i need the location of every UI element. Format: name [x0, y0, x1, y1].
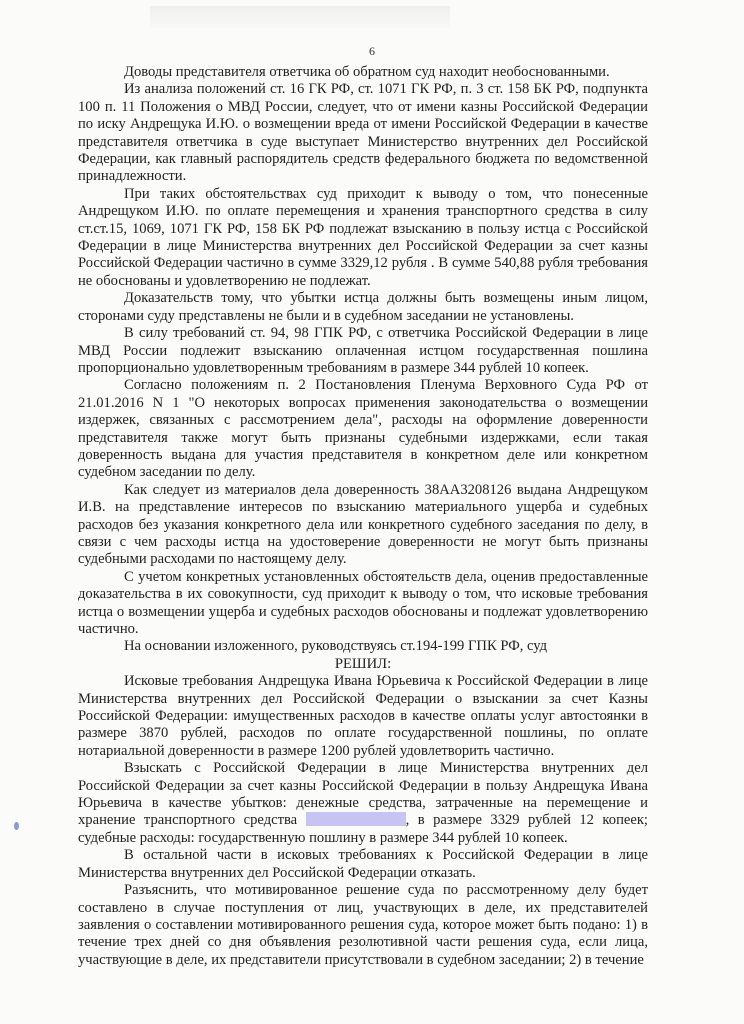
paragraph: В силу требований ст. 94, 98 ГПК РФ, с ответчика Российской Федерации в лице МВД России подлежит взысканию оплаченная истцом государственная пошлина пропорционально удовлетворенным требованиям в размере 344 рублей 10 копеек.: [78, 325, 648, 376]
paragraph: При таких обстоятельствах суд приходит к выводу о том, что понесенные Андрещуком И.Ю. по оплате перемещения и хранения транспортного средства в силу ст.ст.15, 1069, 1071 ГК РФ, 158 БК РФ подлежат взысканию в пользу истца с Российской Федерации в лице Министерства внутренних дел Российской Федерации за счет казны Российской Федерации частично в сумме 3329,12 рубля . В сумме 540,88 рубля требования не обоснованы и удовлетворению не подлежат.: [78, 185, 648, 289]
decision-text: Взыскать с Российской Федерации в лице Министерства внутренних дел Российской Федерации за счет казны Российской Федерации в пользу Андрещука Ивана Юрьевича в качестве убытков: денежные средства, затраченные на перемещение и хранение транспортного средства: [78, 760, 648, 829]
bleed-through-shadow: [150, 6, 450, 28]
paragraph: С учетом конкретных установленных обстоятельств дела, оценив предоставленные доказательства в их совокупности, суд приходит к выводу о том, что исковые требования истца о возмещении ущерба и судебных расходов обоснованы и подлежат удовлетворению частично.: [78, 568, 648, 637]
paragraph: На основании изложенного, руководствуясь ст.194-199 ГПК РФ, суд: [124, 638, 548, 655]
ink-mark: [14, 822, 19, 830]
paragraph: Как следует из материалов дела доверенность 38АА3208126 выдана Андрещуком И.В. на представление интересов по взысканию материального ущерба и судебных расходов без указания конкретного дела или конкретного судебного заседания по делу, в связи с чем расходы истца на удостоверение доверенности не могут быть признаны судебными расходами по настоящему делу.: [78, 481, 648, 568]
decision-text: , в размере 3329 рублей 12 копеек; судебные расходы: государственную пошлину в размере 344 рублей 10 копеек.: [78, 812, 648, 846]
paragraph: Из анализа положений ст. 16 ГК РФ, ст. 1071 ГК РФ, п. 3 ст. 158 БК РФ, подпункта 100 п. 11 Положения о МВД России, следует, что от имени казны Российской Федерации по иску Андрещука И.Ю. о возмещении вреда от имени Российской Федерации в качестве представителя ответчика в суде выступает Министерство внутренних дел Российской Федерации, как главный распорядитель средств федерального бюджета по ведомственной принадлежности.: [78, 81, 648, 185]
decision-heading: РЕШИЛ:: [334, 655, 392, 672]
paragraph: Доводы представителя ответчика об обратном суд находит необоснованными.: [124, 64, 610, 80]
document-body: [78, 64, 648, 969]
paragraph: Доказательств тому, что убытки истца должны быть возмещены иным лицом, сторонами суду представлены не были и в судебном заседании не установлены.: [78, 290, 648, 324]
redacted-block: [306, 812, 406, 826]
decision-paragraph: [78, 760, 648, 847]
decision-paragraph: В остальной части в исковых требованиях к Российской Федерации в лице Министерства внутренних дел Российской Федерации отказать.: [78, 847, 648, 881]
decision-paragraph: Исковые требования Андрещука Ивана Юрьевича к Российской Федерации в лице Министерства внутренних дел Российской Федерации о взыскании за счет Казны Российской Федерации: имущественных расходов в качестве оплаты услуг автостоянки в размере 3870 рублей, расходов по оплате государственной пошлины, по оплате нотариальной доверенности в размере 1200 рублей удовлетворить частично.: [78, 673, 648, 759]
page-number: 6: [369, 44, 375, 58]
decision-paragraph: Разъяснить, что мотивированное решение суда по рассмотренному делу будет составлено в случае поступления от лиц, участвующих в деле, их представителей заявления о составлении мотивированного решения суда, которое может быть подано: 1) в течение трех дней со дня объявления резолютивной части решения суда, если лица, участвующие в деле, их представители присутствовали в судебном заседании; 2) в течение: [78, 882, 648, 968]
paragraph: Согласно положениям п. 2 Постановления Пленума Верховного Суда РФ от 21.01.2016 N 1 "О некоторых вопросах применения законодательства о возмещении издержек, связанных с рассмотрением дела", расходы на оформление доверенности представителя также могут быть признаны судебными издержками, если такая доверенность выдана для участия представителя в конкретном деле или конкретном судебном заседании по делу.: [78, 377, 648, 481]
